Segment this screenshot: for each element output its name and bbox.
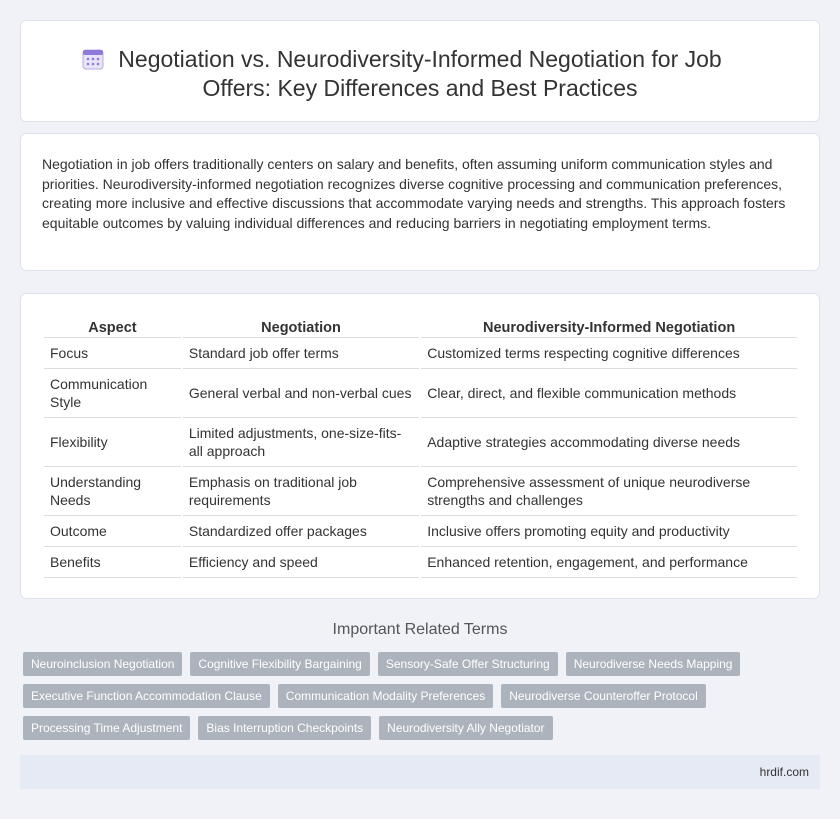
table-header-row: [44, 314, 797, 338]
title-card: [20, 20, 820, 122]
cell-negotiation: Emphasis on traditional job requirements: [183, 467, 419, 516]
intro-paragraph: Negotiation in job offers traditionally centers on salary and benefits, often assuming uniform communication styles and priorities. Neurodiversity-informed negotiation recognizes diverse cognitive processing and communication preferences, creating more inclusive and effective discussions that accommodate varying needs and strengths. This approach fosters equitable outcomes by valuing individual differences and reducing barriers in negotiating employment terms.: [42, 156, 786, 231]
footer-site-link[interactable]: hrdif.com: [759, 765, 809, 779]
related-term-tag[interactable]: Communication Modality Preferences: [278, 684, 493, 708]
table-row: [44, 467, 797, 516]
related-term-tag[interactable]: Cognitive Flexibility Bargaining: [190, 652, 369, 676]
cell-neurodiversity: Inclusive offers promoting equity and productivity: [421, 516, 797, 547]
table-row: [44, 338, 797, 369]
related-terms-heading: Important Related Terms: [332, 621, 508, 638]
cell-aspect: Communication Style: [44, 369, 181, 418]
cell-neurodiversity: Clear, direct, and flexible communication methods: [421, 369, 797, 418]
cell-neurodiversity: Comprehensive assessment of unique neurodiverse strengths and challenges: [421, 467, 797, 516]
cell-neurodiversity: Customized terms respecting cognitive differences: [421, 338, 797, 369]
cell-negotiation: Standardized offer packages: [183, 516, 419, 547]
cell-aspect: Understanding Needs: [44, 467, 181, 516]
comparison-card: [20, 293, 820, 599]
related-term-tag[interactable]: Neurodiverse Counteroffer Protocol: [501, 684, 706, 708]
table-row: [44, 418, 797, 467]
header-negotiation: Negotiation: [183, 314, 419, 338]
table-row: [44, 516, 797, 547]
cell-neurodiversity: Enhanced retention, engagement, and performance: [421, 547, 797, 578]
related-term-tag[interactable]: Neurodiverse Needs Mapping: [566, 652, 741, 676]
related-term-tag[interactable]: Neuroinclusion Negotiation: [23, 652, 182, 676]
cell-aspect: Outcome: [44, 516, 181, 547]
comparison-table: [42, 314, 799, 578]
cell-aspect: Flexibility: [44, 418, 181, 467]
cell-aspect: Benefits: [44, 547, 181, 578]
header-neurodiversity: Neurodiversity-Informed Negotiation: [421, 314, 797, 338]
related-terms-list: [23, 652, 823, 748]
related-term-tag[interactable]: Executive Function Accommodation Clause: [23, 684, 270, 708]
table-row: [44, 369, 797, 418]
intro-card: [20, 133, 820, 271]
related-term-tag[interactable]: Neurodiversity Ally Negotiator: [379, 716, 552, 740]
cell-neurodiversity: Adaptive strategies accommodating diverse needs: [421, 418, 797, 467]
page-title: Negotiation vs. Neurodiversity-Informed Negotiation for Job Offers: Key Differences and Best Practices: [118, 46, 722, 101]
cell-negotiation: Limited adjustments, one-size-fits-all approach: [183, 418, 419, 467]
related-term-tag[interactable]: Bias Interruption Checkpoints: [198, 716, 371, 740]
footer: [20, 755, 820, 789]
cell-negotiation: Standard job offer terms: [183, 338, 419, 369]
related-term-tag[interactable]: Processing Time Adjustment: [23, 716, 190, 740]
header-aspect: Aspect: [44, 314, 181, 338]
related-term-tag[interactable]: Sensory-Safe Offer Structuring: [378, 652, 558, 676]
table-row: [44, 547, 797, 578]
cell-negotiation: Efficiency and speed: [183, 547, 419, 578]
cell-aspect: Focus: [44, 338, 181, 369]
cell-negotiation: General verbal and non-verbal cues: [183, 369, 419, 418]
